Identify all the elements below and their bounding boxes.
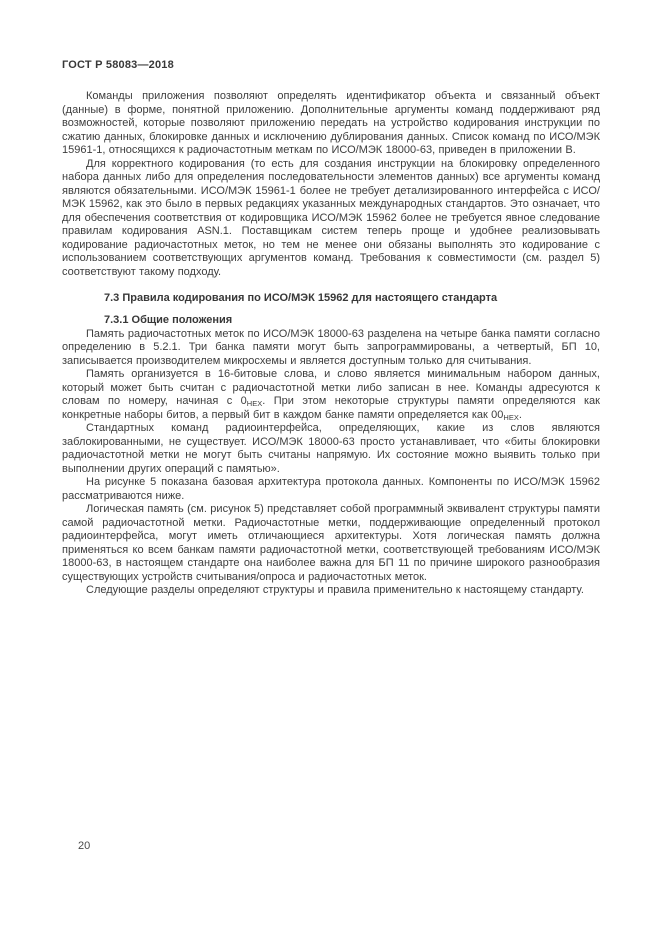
words-text-segment-3: . — [518, 408, 522, 421]
words-text-segment-2: . При этом некоторые структуры памяти определяются как конкретные наборы битов, а первый бит в каждом банке памяти определяется как 00 — [62, 395, 600, 421]
hex-subscript-2: HEX — [503, 412, 519, 422]
paragraph-lock-bits: Стандартных команд радиоинтерфейса, определяющих, какие из слов являются заблокированными, не существует. ИСО/МЭК 18000-63 просто устанавливает, что «биты блокировки радиочастотной метки не могут быть считаны напрямую. Их состояние можно выявить только при выполнении других операций с памятью». — [62, 422, 600, 475]
hex-subscript-1: HEX — [246, 399, 263, 408]
section-heading-7-3: 7.3 Правила кодирования по ИСО/МЭК 15962 для настоящего стандарта — [104, 292, 498, 304]
document-header: ГОСТ Р 58083—2018 — [62, 59, 174, 71]
paragraph-figure-5: На рисунке 5 показана базовая архитектура протокола данных. Компоненты по ИСО/МЭК 15962 рассматриваются ниже. — [62, 476, 600, 502]
words-text-segment-1: Память организуется в 16-битовые слова, и слово является минимальным набором данных, который может быть считан с радиочастотной метки либо записан в нее. Команды адресуются к словам по номеру, начиная с 0 — [62, 368, 600, 407]
paragraph-following-sections: Следующие разделы определяют структуры и правила применительно к настоящему стандарту. — [86, 584, 584, 596]
paragraph-logical-memory: Логическая память (см. рисунок 5) представляет собой программный эквивалент структуры памяти самой радиочастотной метки. Радиочастотные метки, поддерживающие определенный протокол радиоинтерфейса, могут иметь отличающиеся архитектуры. Хотя логическая память должна применяться ко всем банкам памяти радиочастотной метки, соответствующей требованиям ИСО/МЭК 18000-63, в настоящем стандарте она наиболее важна для БП 11 по причине широкого разнообразия существующих устройств считывания/опроса и радиочастотных меток. — [62, 503, 600, 583]
page-content — [62, 59, 600, 598]
subsection-heading-7-3-1: 7.3.1 Общие положения — [104, 314, 233, 326]
paragraph-16bit-words — [62, 368, 600, 422]
page-number: 20 — [78, 840, 91, 852]
paragraph-correct-coding: Для корректного кодирования (то есть для создания инструкции на блокировку определенного набора данных либо для определения последовательности элементов данных) все аргументы команд являются обязательными. ИСО/МЭК 15961-1 более не требует детализированного интерфейса с ИСО/МЭК 15962, как это было в первых редакциях указанных международных стандартов. Это означает, что для обеспечения соответствия от кодировщика ИСО/МЭК 15962 более не требуется явное следование правилам кодирования ASN.1. Поставщикам систем теперь проще и удобнее реализовывать кодирование радиочастотных меток, но тем не менее они обязаны выполнять это кодирование с использованием соответствующих аргументов команд. Требования к совместимости (см. раздел 5) соответствуют такому подходу. — [62, 157, 600, 278]
paragraph-application-commands: Команды приложения позволяют определять идентификатор объекта и связанный объект (данные) в форме, понятной приложению. Дополнительные аргументы команд поддерживают ряд возможностей, которые позволяют приложению передать на устройство кодирования инструкции по сжатию данных, блокировке данных и исключению дублирования данных. Список команд по ИСО/МЭК 15961-1, относящихся к радиочастотным меткам по ИСО/МЭК 18000-63, приведен в приложении В. — [62, 90, 600, 156]
paragraph-memory-banks: Память радиочастотных меток по ИСО/МЭК 18000-63 разделена на четыре банка памяти согласно определению в 5.2.1. Три банка памяти могут быть запрограммированы, а четвертый, БП 10, записывается производителем микросхемы и является доступным только для считывания. — [62, 327, 600, 367]
